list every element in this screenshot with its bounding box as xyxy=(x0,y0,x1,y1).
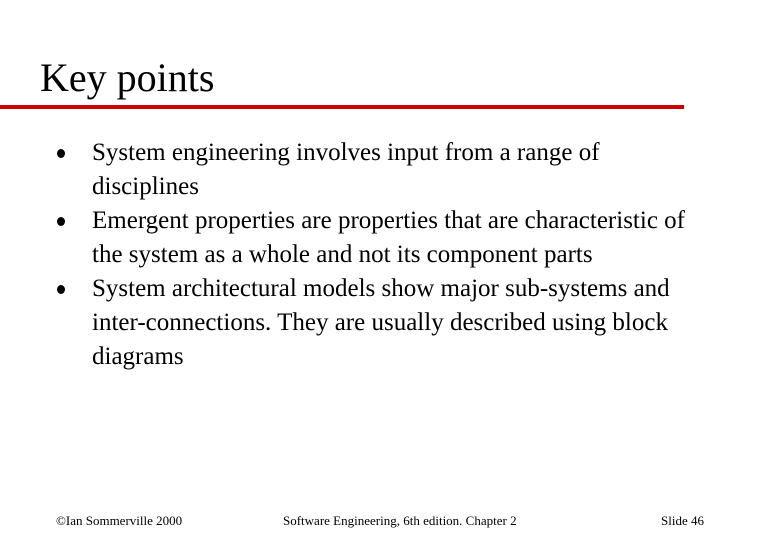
footer-copyright: ©Ian Sommerville 2000 xyxy=(56,513,183,528)
bullet-text: System architectural models show major sub-systems and inter-connections. They are usually described using block diagrams xyxy=(92,275,670,370)
bullet-list xyxy=(0,136,780,374)
footer-book-title: Software Engineering, 6th edition. Chapter 2 xyxy=(283,513,517,528)
bullet-item xyxy=(0,136,692,204)
bullet-item xyxy=(0,272,692,374)
bullet-dot-icon xyxy=(57,217,65,226)
title-underline xyxy=(0,105,684,109)
bullet-dot-icon xyxy=(57,285,65,294)
bullet-item xyxy=(0,204,692,272)
bullet-text: Emergent properties are properties that are characteristic of the system as a whole and not its component parts xyxy=(92,207,685,268)
slide-title: Key points xyxy=(40,55,215,100)
bullet-dot-icon xyxy=(57,149,65,158)
bullet-text: System engineering involves input from a range of disciplines xyxy=(92,139,600,200)
footer-slide-number: Slide 46 xyxy=(661,513,704,528)
